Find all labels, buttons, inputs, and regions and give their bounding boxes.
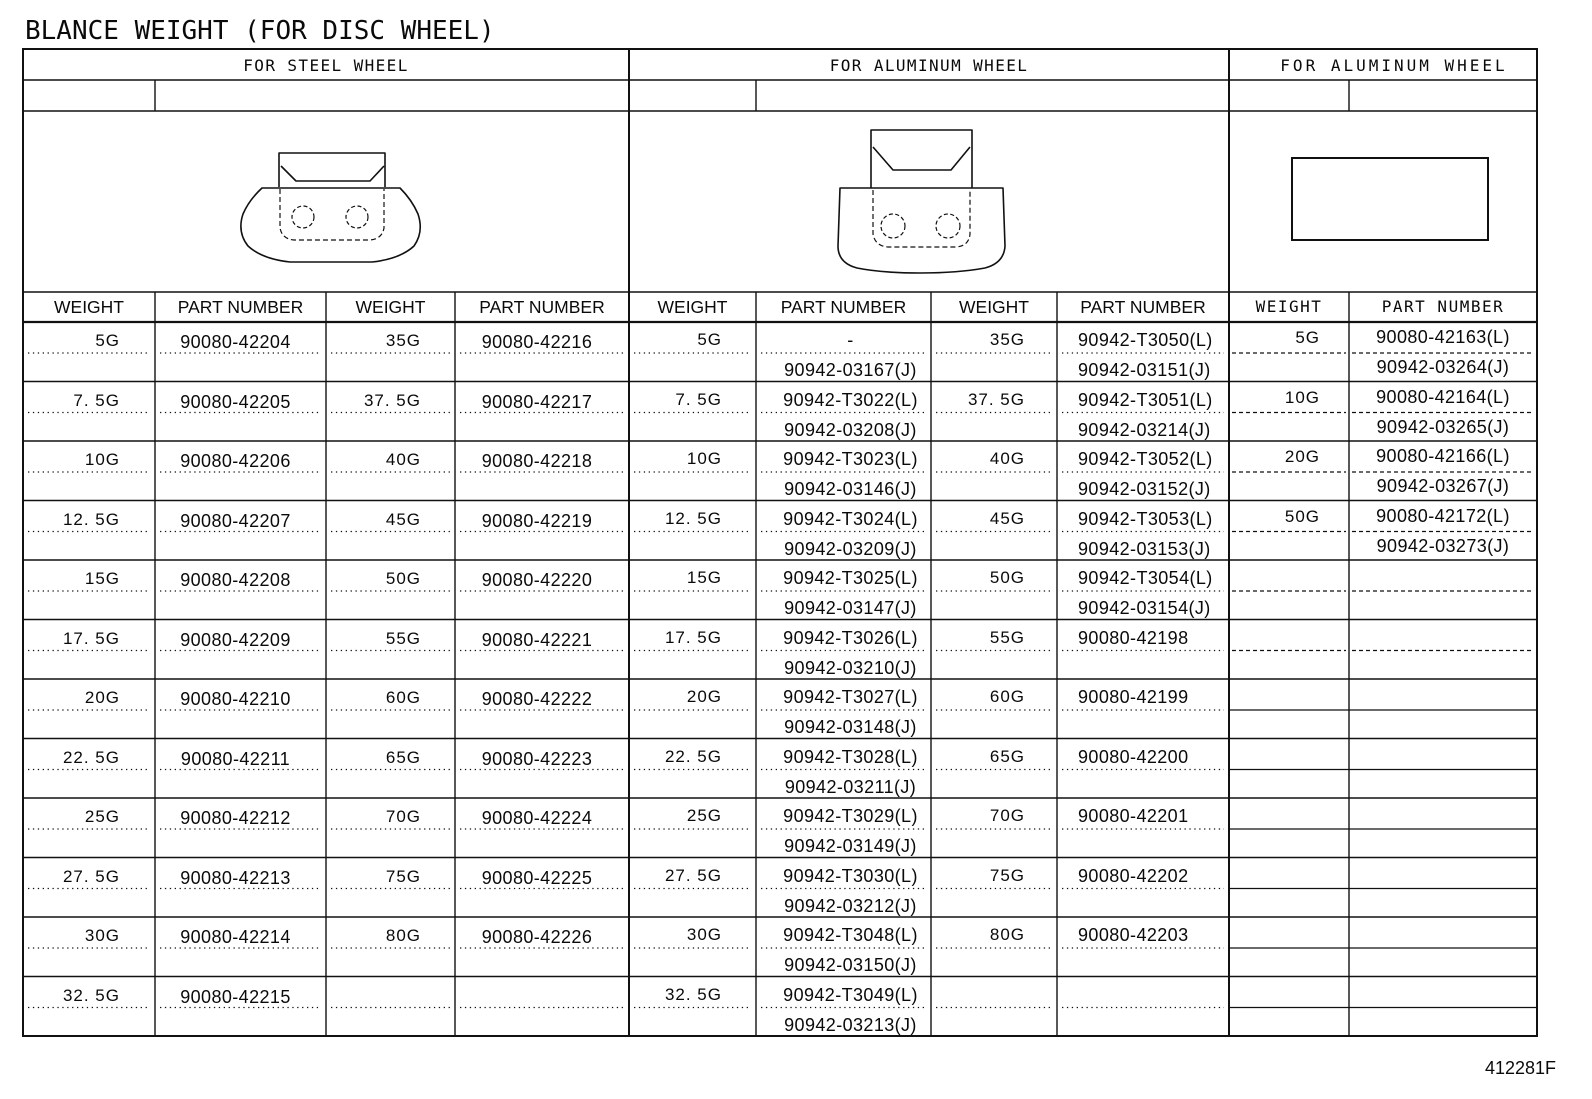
part-number: 90942-03209(J) xyxy=(784,538,917,559)
weight-value: 32. 5G xyxy=(62,985,120,1005)
weight-value: 25G xyxy=(686,806,722,825)
part-number: 90942-03154(J) xyxy=(1078,598,1211,618)
part-number: 90080-42223 xyxy=(481,748,593,769)
weight-value: 22. 5G xyxy=(664,746,722,766)
part-number: 90080-42203 xyxy=(1078,925,1189,945)
part-number: 90942-03208(J) xyxy=(784,419,917,440)
part-number: 90080-42212 xyxy=(180,808,291,828)
part-number: 90942-T3051(L) xyxy=(1078,389,1213,410)
column-header-weight: WEIGHT xyxy=(1255,297,1323,316)
weight-value: 17. 5G xyxy=(664,627,722,647)
weight-hidden-outline xyxy=(873,190,970,247)
part-number: 90080-42226 xyxy=(481,927,593,947)
figure-id: 412281F xyxy=(1484,1058,1556,1078)
mounting-hole-left xyxy=(881,214,905,238)
part-number: 90942-T3050(L) xyxy=(1078,330,1213,350)
part-number: 90942-T3029(L) xyxy=(783,806,918,826)
part-number: 90080-42201 xyxy=(1078,806,1189,826)
part-number: 90942-03167(J) xyxy=(784,360,917,380)
part-number: 90080-42225 xyxy=(481,867,593,888)
part-number: 90942-T3048(L) xyxy=(783,925,918,945)
weight-value: 45G xyxy=(989,508,1025,528)
part-number: 90080-42208 xyxy=(180,570,291,590)
part-number: 90942-03264(J) xyxy=(1376,357,1510,377)
part-number: 90942-03147(J) xyxy=(784,598,917,618)
weight-value: 75G xyxy=(989,865,1025,885)
weight-value: 37. 5G xyxy=(967,389,1025,409)
part-number: 90080-42202 xyxy=(1078,865,1189,886)
part-number: 90080-42204 xyxy=(180,332,291,352)
column-header-weight: WEIGHT xyxy=(657,297,728,317)
part-number: 90080-42211 xyxy=(180,748,291,769)
part-number: 90942-03267(J) xyxy=(1376,476,1510,496)
column-header-part-number: PART NUMBER xyxy=(177,297,304,317)
weight-value: 12. 5G xyxy=(664,508,722,528)
column-header-part-number: PART NUMBER xyxy=(1080,297,1206,317)
weight-value: 55G xyxy=(385,628,421,648)
weight-value: 20G xyxy=(84,688,120,707)
weight-value: 55G xyxy=(989,627,1025,647)
weight-value: 25G xyxy=(84,807,120,826)
weight-clip-edge xyxy=(281,166,384,181)
weight-value: 35G xyxy=(385,331,421,350)
part-number: 90942-T3025(L) xyxy=(783,568,918,588)
weight-value: 17. 5G xyxy=(62,628,120,648)
weight-value: 27. 5G xyxy=(62,866,120,886)
weight-value: 40G xyxy=(385,450,421,469)
weight-value: 80G xyxy=(989,925,1025,944)
part-number: 90942-03148(J) xyxy=(784,717,917,737)
weight-value: 50G xyxy=(1284,506,1320,526)
part-number: 90080-42207 xyxy=(180,510,291,531)
weight-value: 10G xyxy=(84,450,120,469)
weight-value: 5G xyxy=(697,330,722,349)
part-number: 90942-T3026(L) xyxy=(783,627,918,648)
weight-clip xyxy=(279,153,385,187)
weight-value: 30G xyxy=(686,925,722,944)
mounting-hole-right xyxy=(936,214,960,238)
part-number: 90942-03273(J) xyxy=(1376,535,1510,556)
part-number: 90080-42206 xyxy=(180,451,291,471)
weight-body xyxy=(241,188,420,262)
part-number: 90080-42198 xyxy=(1078,627,1189,648)
part-number: 90080-42210 xyxy=(180,689,291,709)
part-number: 90942-T3024(L) xyxy=(783,508,918,529)
part-number: 90080-42209 xyxy=(180,629,291,650)
weight-value: 40G xyxy=(989,449,1025,468)
weight-hidden-outline xyxy=(280,189,384,240)
part-number: 90942-03213(J) xyxy=(784,1014,917,1035)
steel-wheel-clip-weight-drawing xyxy=(241,153,420,262)
part-number: 90942-T3022(L) xyxy=(783,389,918,410)
part-number: 90942-T3027(L) xyxy=(783,687,918,707)
part-number: 90080-42217 xyxy=(481,391,593,412)
weight-value: 32. 5G xyxy=(664,984,722,1004)
column-header-part-number: PART NUMBER xyxy=(479,297,605,317)
weight-value: 15G xyxy=(84,569,120,588)
part-number: 90080-42172(L) xyxy=(1376,505,1510,526)
part-number: 90942-T3052(L) xyxy=(1078,449,1213,469)
part-number: 90080-42220 xyxy=(481,570,593,590)
part-number: 90080-42164(L) xyxy=(1376,386,1510,407)
part-number: 90080-42216 xyxy=(481,332,593,352)
weight-value: 7. 5G xyxy=(675,389,722,409)
weight-value: 35G xyxy=(989,330,1025,349)
weight-value: 70G xyxy=(385,807,421,826)
part-number: 90942-03211(J) xyxy=(784,776,917,797)
part-number: 90942-03212(J) xyxy=(784,895,917,916)
weight-body xyxy=(838,188,1005,273)
part-number: 90942-T3049(L) xyxy=(783,984,918,1005)
column-header-weight: WEIGHT xyxy=(355,297,426,317)
part-number: 90942-03150(J) xyxy=(784,955,917,975)
weight-value: 20G xyxy=(686,687,722,706)
weight-value: 80G xyxy=(385,926,421,945)
column-header-part-number: PART NUMBER xyxy=(780,297,907,317)
part-number: 90080-42218 xyxy=(481,451,593,471)
part-number: 90942-03265(J) xyxy=(1376,416,1510,437)
section-title-steel-wheel: FOR STEEL WHEEL xyxy=(243,56,409,75)
part-number: 90080-42213 xyxy=(180,867,291,888)
part-number: - xyxy=(847,330,854,350)
part-number: 90080-42199 xyxy=(1078,687,1189,707)
weight-value: 37. 5G xyxy=(363,390,421,410)
part-number: 90942-T3030(L) xyxy=(783,865,918,886)
part-number: 90942-03152(J) xyxy=(1078,479,1211,499)
weight-value: 7. 5G xyxy=(73,390,120,410)
column-header-weight: WEIGHT xyxy=(54,297,124,317)
column-header-part-number: PART NUMBER xyxy=(1381,297,1505,316)
part-number: 90080-42215 xyxy=(180,986,291,1007)
weight-value: 75G xyxy=(385,866,421,886)
section-title-aluminum-wheel: FOR ALUMINUM WHEEL xyxy=(829,56,1029,75)
part-number: 90080-42166(L) xyxy=(1376,446,1510,466)
part-number: 90080-42163(L) xyxy=(1376,327,1510,347)
weight-clip xyxy=(871,130,972,188)
part-number: 90080-42221 xyxy=(481,629,593,650)
part-number: 90942-03146(J) xyxy=(784,479,917,499)
weight-value: 27. 5G xyxy=(664,865,722,885)
weight-value: 5G xyxy=(95,331,120,350)
part-number: 90080-42224 xyxy=(481,808,593,828)
aluminum-wheel-clip-weight-drawing xyxy=(838,130,1005,273)
part-number: 90080-42219 xyxy=(481,510,593,531)
mounting-hole-right xyxy=(346,206,368,228)
part-number: 90942-T3023(L) xyxy=(783,449,918,469)
weight-value: 65G xyxy=(989,746,1025,766)
weight-value: 45G xyxy=(385,509,421,529)
weight-value: 12. 5G xyxy=(62,509,120,529)
page-title: BLANCE WEIGHT (FOR DISC WHEEL) xyxy=(25,16,495,46)
weight-clip-edge xyxy=(873,147,970,170)
weight-value: 65G xyxy=(385,747,421,767)
part-number: 90080-42200 xyxy=(1078,746,1189,767)
weight-value: 60G xyxy=(385,688,421,707)
part-number: 90942-03210(J) xyxy=(784,657,917,678)
weight-value: 50G xyxy=(385,569,421,588)
part-number: 90942-03153(J) xyxy=(1078,538,1211,559)
part-number: 90942-03151(J) xyxy=(1078,360,1211,380)
weight-value: 10G xyxy=(686,449,722,468)
weight-value: 10G xyxy=(1284,387,1320,407)
mounting-hole-left xyxy=(292,206,314,228)
weight-value: 15G xyxy=(686,568,722,587)
weight-value: 22. 5G xyxy=(62,747,120,767)
weight-value: 70G xyxy=(989,806,1025,825)
part-number: 90942-T3054(L) xyxy=(1078,568,1213,588)
weight-value: 5G xyxy=(1295,328,1320,347)
part-number: 90942-T3028(L) xyxy=(783,746,918,767)
part-number: 90942-03149(J) xyxy=(784,836,917,856)
adhesive-weight-drawing xyxy=(1292,158,1488,240)
weight-value: 60G xyxy=(989,687,1025,706)
part-number: 90080-42205 xyxy=(180,391,291,412)
weight-value: 20G xyxy=(1284,447,1320,466)
part-number: 90942-T3053(L) xyxy=(1078,508,1213,529)
part-number: 90942-03214(J) xyxy=(1078,419,1211,440)
part-number: 90080-42214 xyxy=(180,927,291,947)
part-number: 90080-42222 xyxy=(481,689,593,709)
weight-value: 50G xyxy=(989,568,1025,587)
column-header-weight: WEIGHT xyxy=(959,297,1029,317)
weight-value: 30G xyxy=(84,926,120,945)
section-title-aluminum-wheel-2: FOR ALUMINUM WHEEL xyxy=(1280,56,1508,75)
